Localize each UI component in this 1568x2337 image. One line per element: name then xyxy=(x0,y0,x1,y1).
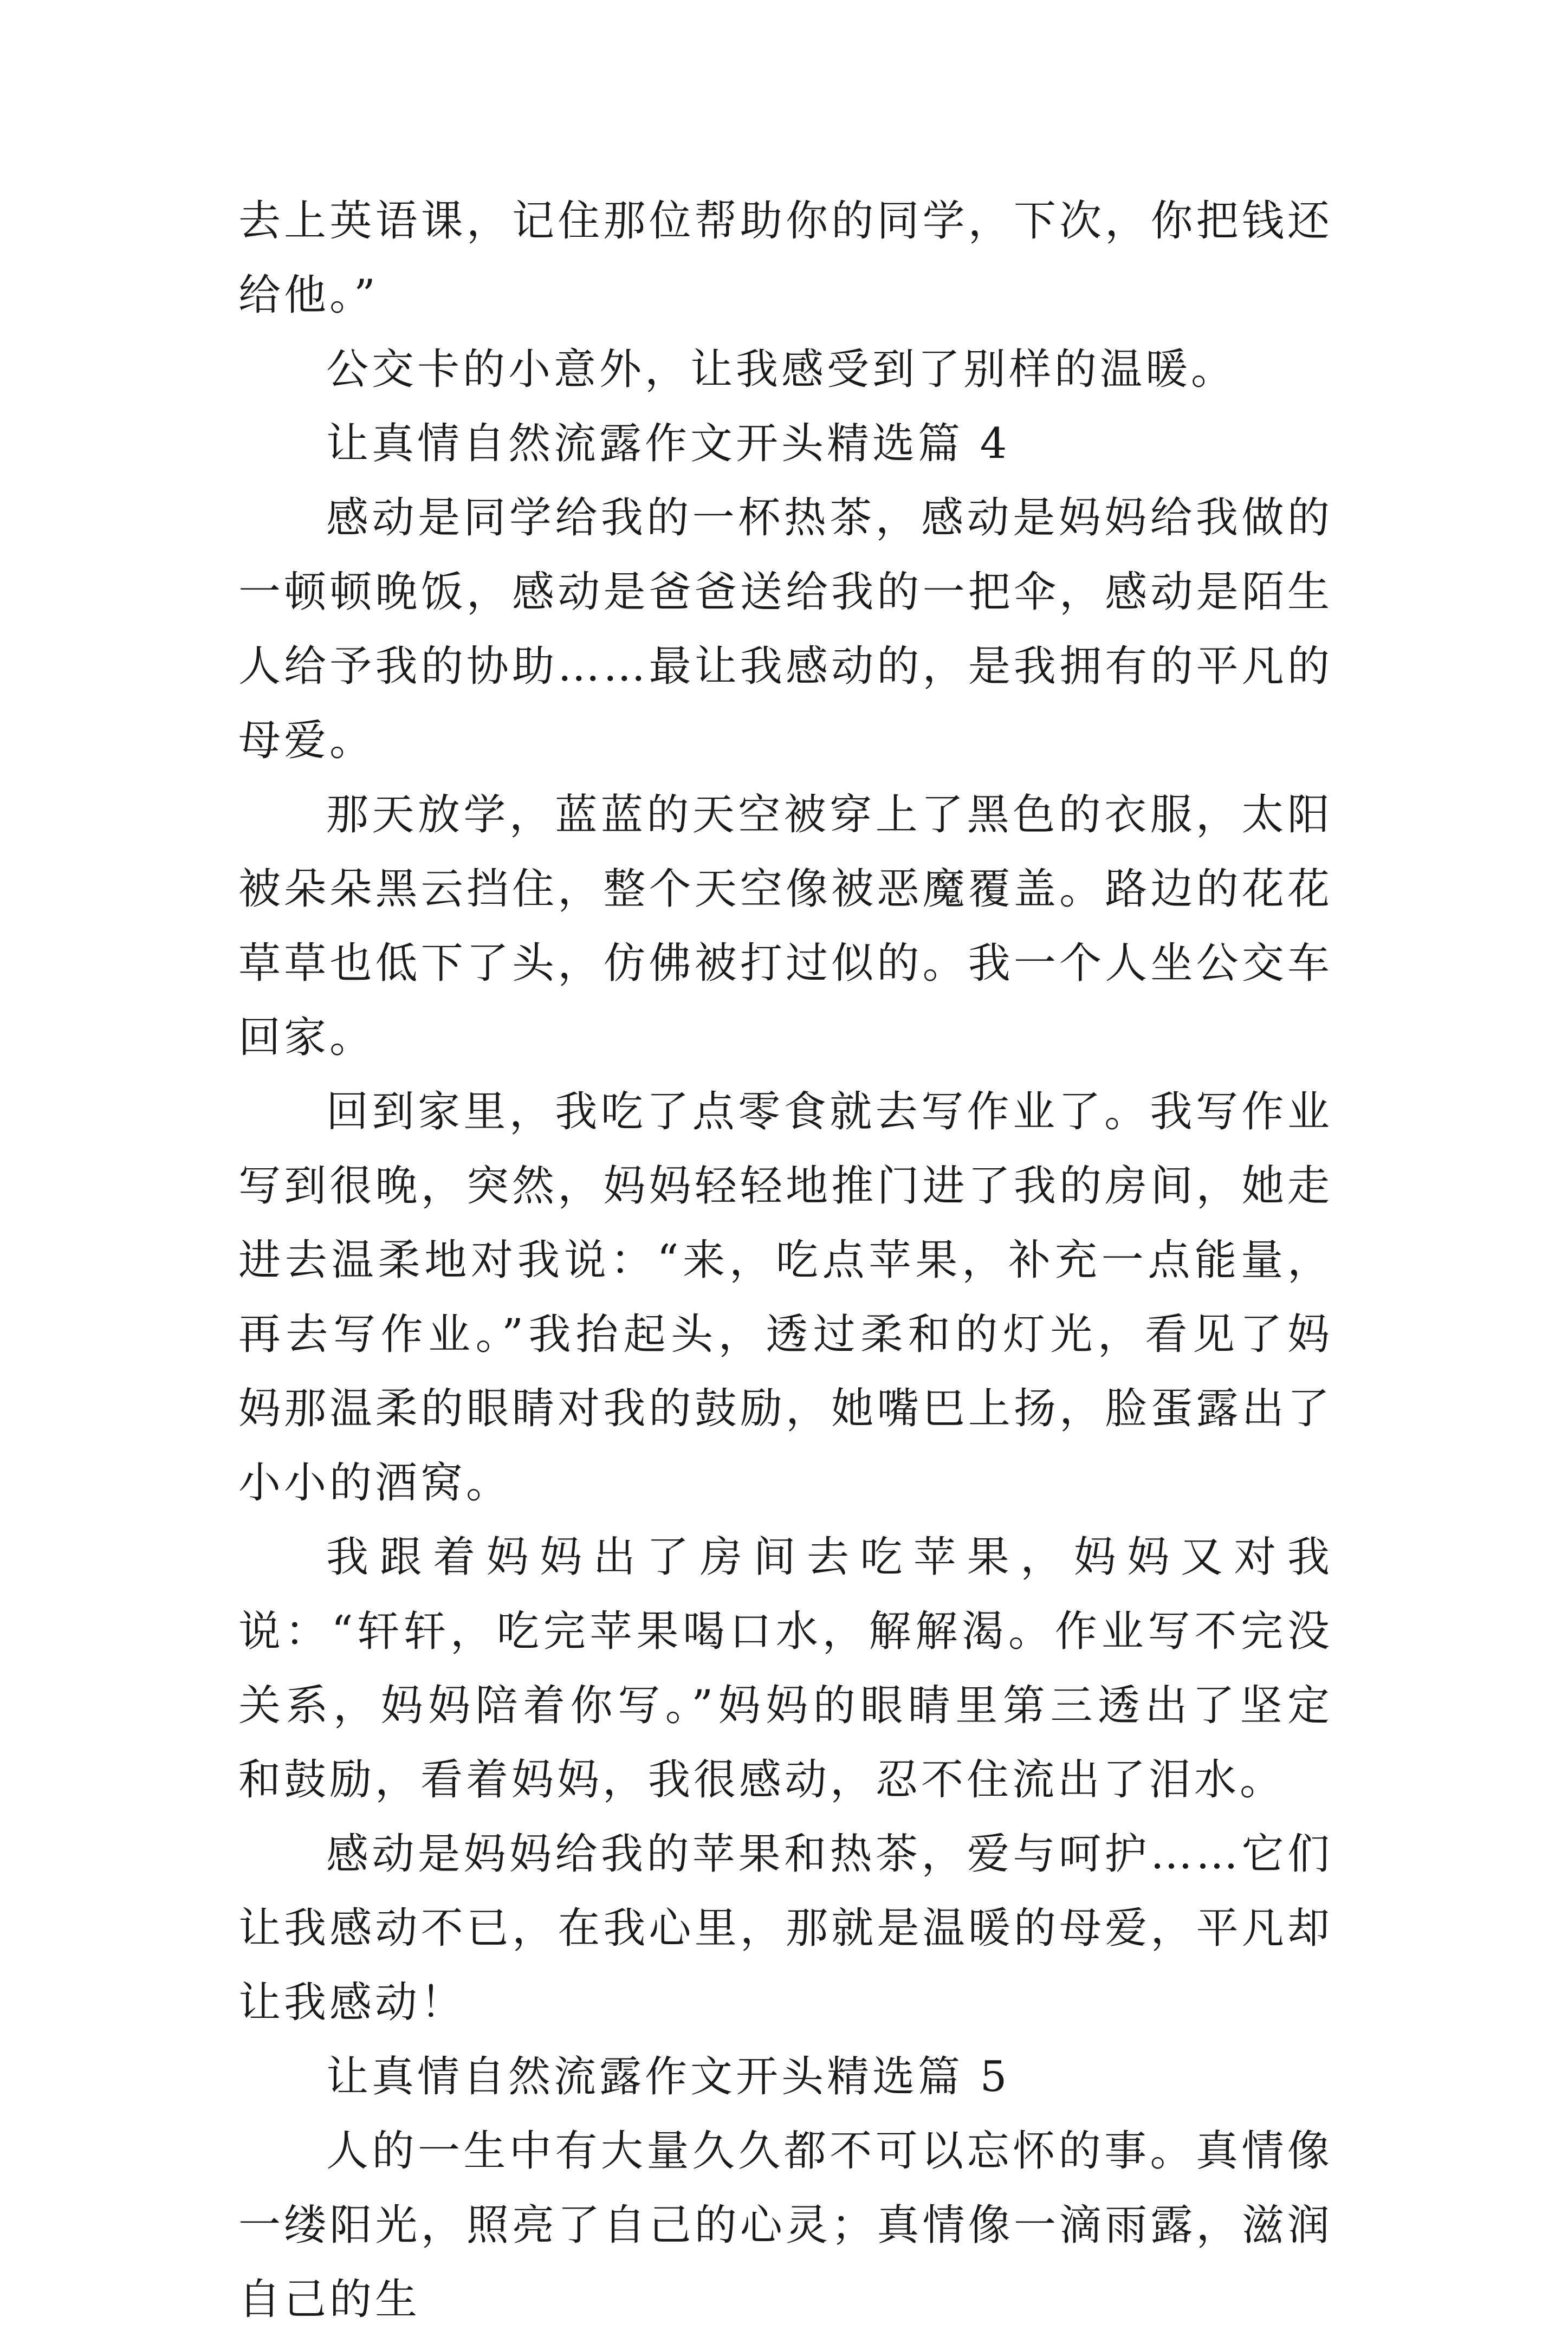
paragraph: 人的一生中有大量久久都不可以忘怀的事。真情像一缕阳光，照亮了自己的心灵；真情像一滴雨露，滋润自己的生 xyxy=(238,2127,1333,2324)
paragraph: 回到家里，我吃了点零食就去写作业了。我写作业写到很晚，突然，妈妈轻轻地推门进了我的房间，她走进去温柔地对我说：“来，吃点苹果，补充一点能量，再去写作业。”我抬起头，透过柔和的灯光，看见了妈妈那温柔的眼睛对我的鼓励，她嘴巴上扬，脸蛋露出了小小的酒窝。 xyxy=(238,1087,1333,1507)
paragraph: 公交卡的小意外，让我感受到了别样的温暖。 xyxy=(326,345,1237,394)
section-heading: 让真情自然流露作文开头精选篇 4 xyxy=(326,419,1010,468)
article-body xyxy=(238,184,1333,2337)
paragraph: 感动是同学给我的一杯热茶，感动是妈妈给我做的一顿顿晚饭，感动是爸爸送给我的一把伞，感动是陌生人给予我的协助……最让我感动的，是我拥有的平凡的母爱。 xyxy=(238,494,1333,765)
paragraph: 感动是妈妈给我的苹果和热茶，爱与呵护……它们让我感动不已，在我心里，那就是温暖的母爱，平凡却让我感动！ xyxy=(238,1830,1333,2027)
paragraph: 我跟着妈妈出了房间去吃苹果，妈妈又对我说：“轩轩，吃完苹果喝口水，解解渴。作业写不完没关系，妈妈陪着你写。”妈妈的眼睛里第三透出了坚定和鼓励，看着妈妈，我很感动，忍不住流出了泪水。 xyxy=(238,1533,1333,1804)
paragraph: 那天放学，蓝蓝的天空被穿上了黑色的衣服，太阳被朵朵黑云挡住，整个天空像被恶魔覆盖。路边的花花草草也低下了头，仿佛被打过似的。我一个人坐公交车回家。 xyxy=(238,791,1333,1062)
section-heading: 让真情自然流露作文开头精选篇 5 xyxy=(326,2053,1010,2101)
paragraph-continuation: 去上英语课，记住那位帮助你的同学，下次，你把钱还给他。” xyxy=(238,197,1333,320)
